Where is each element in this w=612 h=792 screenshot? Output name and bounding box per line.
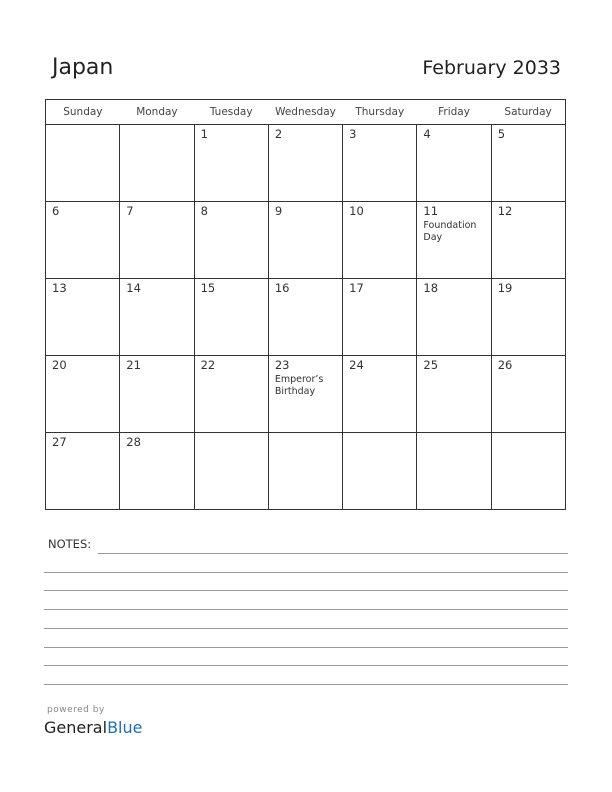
day-cell: [491, 279, 565, 356]
day-cell: [46, 125, 120, 202]
day-cell: [343, 202, 417, 279]
weekday-saturday: Saturday: [491, 100, 565, 125]
day-cell: [417, 125, 491, 202]
day-cell: [343, 125, 417, 202]
week-row: [46, 433, 566, 510]
day-cell: [46, 356, 120, 433]
day-number: 28: [126, 435, 141, 449]
notes-line: [44, 665, 568, 666]
calendar-grid: [45, 99, 566, 510]
day-number: 26: [497, 358, 513, 372]
day-number: 22: [200, 358, 216, 372]
day-number: 23: [274, 358, 290, 372]
country-title: Japan: [52, 55, 114, 80]
day-number: 19: [497, 281, 513, 295]
day-number: 7: [126, 204, 134, 218]
day-cell: [120, 356, 194, 433]
day-number: 10: [349, 204, 364, 218]
notes-line: [44, 647, 568, 648]
notes-line: [44, 590, 568, 591]
day-cell: [268, 433, 342, 510]
day-cell: [268, 279, 342, 356]
weekday-wednesday: Wednesday: [268, 100, 342, 125]
day-cell: [417, 433, 491, 510]
weekday-sunday: Sunday: [46, 100, 120, 125]
day-cell: [268, 356, 342, 433]
day-cell: [491, 356, 565, 433]
day-number: 3: [349, 127, 357, 141]
weekday-tuesday: Tuesday: [194, 100, 268, 125]
day-number: 20: [52, 358, 67, 372]
notes-line: [44, 572, 568, 573]
weekday-monday: Monday: [120, 100, 194, 125]
weekday-friday: Friday: [417, 100, 491, 125]
day-number: 5: [497, 127, 506, 141]
day-cell: [194, 279, 268, 356]
day-number: 14: [126, 281, 141, 295]
month-year-title: February 2033: [422, 57, 561, 79]
day-number: 4: [423, 127, 431, 141]
day-cell: [120, 202, 194, 279]
week-row: [46, 279, 566, 356]
day-number: 27: [52, 435, 67, 449]
day-cell: [491, 202, 565, 279]
generalblue-logo: [44, 718, 142, 737]
day-number: 18: [423, 281, 439, 295]
day-cell: [46, 433, 120, 510]
brand-general: General: [44, 718, 108, 737]
holiday-label: Emperor’s Birthday: [274, 374, 324, 397]
day-number: 13: [52, 281, 67, 295]
day-cell: [268, 202, 342, 279]
powered-by-text: powered by: [47, 705, 105, 715]
notes-line: [98, 553, 568, 554]
day-number: 6: [52, 204, 60, 218]
day-cell: [417, 202, 491, 279]
day-cell: [417, 356, 491, 433]
day-cell: [343, 279, 417, 356]
notes-line: [44, 609, 568, 610]
day-cell: [194, 202, 268, 279]
day-cell: [491, 125, 565, 202]
day-number: 17: [349, 281, 364, 295]
day-cell: [46, 279, 120, 356]
day-number: 11: [423, 204, 439, 218]
day-cell: [268, 125, 342, 202]
day-cell: [417, 279, 491, 356]
weekday-header-row: [46, 100, 566, 125]
day-number: 25: [423, 358, 439, 372]
holiday-label: Foundation Day: [423, 220, 477, 243]
notes-label: NOTES:: [48, 537, 92, 551]
notes-line: [44, 684, 568, 685]
notes-line: [44, 628, 568, 629]
day-cell: [120, 125, 194, 202]
day-number: 12: [497, 204, 513, 218]
day-cell: [46, 202, 120, 279]
day-number: 16: [274, 281, 290, 295]
day-number: 21: [126, 358, 141, 372]
day-cell: [343, 356, 417, 433]
day-cell: [194, 356, 268, 433]
week-row: [46, 356, 566, 433]
day-number: 9: [274, 204, 283, 218]
day-cell: [491, 433, 565, 510]
weekday-thursday: Thursday: [343, 100, 417, 125]
day-cell: [343, 433, 417, 510]
day-number: 8: [200, 204, 208, 218]
week-row: [46, 125, 566, 202]
day-cell: [120, 433, 194, 510]
week-row: [46, 202, 566, 279]
day-cell: [120, 279, 194, 356]
day-number: 15: [200, 281, 216, 295]
day-cell: [194, 125, 268, 202]
brand-blue: Blue: [107, 718, 143, 737]
day-number: 1: [200, 127, 208, 141]
day-number: 24: [349, 358, 364, 372]
day-cell: [194, 433, 268, 510]
day-number: 2: [274, 127, 283, 141]
